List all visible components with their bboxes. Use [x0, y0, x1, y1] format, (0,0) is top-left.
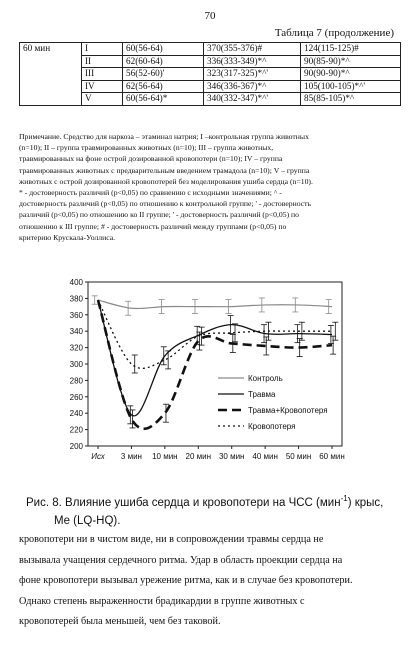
- x-tick-label: 40 мин: [252, 452, 278, 461]
- table-caption: Таблица 7 (продолжение): [274, 27, 394, 39]
- legend-label: Травма: [248, 390, 276, 399]
- table-cell: 124(115-125)#: [301, 43, 401, 56]
- note-line: травмированных животных с предварительным введением трамадола (n=10); V – группа: [19, 165, 310, 175]
- x-tick-label: 20 мин: [185, 452, 212, 461]
- x-tick-label: 10 мин: [152, 452, 178, 461]
- legend-label: Травма+Кровопотеря: [248, 406, 328, 415]
- table-cell: 105(100-105)*^': [301, 80, 401, 93]
- x-tick-label: 30 мин: [218, 452, 245, 461]
- group-cell: IV: [82, 80, 123, 93]
- legend-label: Кровопотеря: [248, 422, 296, 431]
- series-line: [98, 300, 332, 308]
- time-cell: 60 мин: [20, 43, 82, 106]
- table-cell: 56(52-60)': [123, 68, 204, 81]
- results-table: [19, 42, 401, 106]
- group-cell: I: [82, 43, 123, 56]
- x-tick-label: 3 мин: [120, 452, 142, 461]
- note-line: различий (p<0,05) по отношению ко II группе; ' - достоверность различий (p<0,05) по: [19, 210, 300, 220]
- figure-caption: [26, 490, 396, 530]
- x-tick-label: 50 мин: [285, 452, 312, 461]
- y-tick-label: 400: [69, 278, 83, 287]
- table-row: [20, 43, 401, 56]
- table-cell: 370(355-376)#: [204, 43, 301, 56]
- body-line: кровопотерей была меньшей, чем без таковой.: [19, 616, 221, 627]
- y-tick-label: 220: [69, 425, 83, 435]
- chart-svg: [20, 270, 400, 482]
- table-cell: 346(336-367)*^: [204, 80, 301, 93]
- group-cell: II: [82, 55, 123, 68]
- note-line: Примечание. Средство для наркоза – этаминал натрия; I –контрольная группа животных: [19, 132, 309, 141]
- page-number: 70: [204, 10, 216, 22]
- note-line: * - достоверность различий (p<0,05) по сравнению с исходными значениями; ^ -: [19, 188, 282, 198]
- legend-label: Контроль: [248, 374, 283, 383]
- body-line: фоне кровопотери вызывал урежение ритма, как и в случае без кровопотери.: [19, 575, 353, 586]
- table-note: [19, 131, 401, 243]
- figure-caption-line1: Рис. 8. Влияние ушиба сердца и кровопотери на ЧСС (мин: [26, 496, 341, 509]
- body-line: вызывала учащения сердечного ритма. Удар в область проекции сердца на: [19, 554, 343, 566]
- table-cell: 62(60-64): [123, 55, 204, 68]
- figure-caption-sup: -1: [340, 494, 348, 503]
- y-tick-label: 240: [69, 409, 83, 419]
- note-line: (n=10); II – группа травмированных животных (n=10); III – группа животных,: [19, 143, 274, 153]
- y-tick-label: 380: [69, 294, 83, 304]
- figure-caption-line1-end: ) крыс,: [347, 496, 384, 509]
- figure-caption-line2: Me (LQ-HQ).: [54, 514, 121, 527]
- note-line: критерию Крускала-Уоллиса.: [19, 232, 116, 242]
- group-cell: V: [82, 93, 123, 106]
- table-cell: 323(317-325)*^': [204, 68, 301, 81]
- table-cell: 340(332-347)*^': [204, 93, 301, 106]
- body-line: кровопотери ни в чистом виде, ни в сопровождении травмы сердца не: [19, 534, 324, 545]
- table-cell: 62(56-64): [123, 80, 204, 93]
- y-tick-label: 280: [69, 376, 83, 386]
- y-tick-label: 260: [69, 392, 83, 402]
- body-text: [19, 530, 401, 633]
- table-cell: 60(56-64)*: [123, 93, 204, 106]
- note-line: травмированных на фоне острой дозированной кровопотери (n=10); IV – группа: [19, 154, 283, 164]
- note-line: животных с острой дозированной кровопотерей без моделирования ушиба сердца (n=10).: [19, 176, 313, 186]
- table-cell: 90(90-90)*^: [301, 68, 401, 81]
- y-tick-label: 340: [69, 327, 83, 337]
- y-tick-label: 300: [69, 360, 83, 369]
- y-tick-label: 360: [69, 310, 83, 320]
- table-cell: 336(333-349)*^: [204, 55, 301, 68]
- series-line: [98, 300, 332, 416]
- y-tick-label: 200: [69, 442, 83, 451]
- x-tick-label: 60 мин: [319, 452, 345, 461]
- note-line: достоверность различий (p<0,05) по отношению к контрольной группе; ' - достоверность: [19, 199, 312, 209]
- y-tick-label: 320: [69, 343, 83, 353]
- table-cell: 90(85-90)*^: [301, 55, 401, 68]
- heart-rate-chart: [20, 270, 400, 482]
- group-cell: III: [82, 68, 123, 81]
- table-cell: 60(56-64): [123, 43, 204, 56]
- x-tick-label: Исх: [91, 452, 105, 461]
- table-cell: 85(85-105)*^: [301, 93, 401, 106]
- note-line: отношению к III группе; # - достоверность различий между группами (p<0,05) по: [19, 221, 287, 231]
- body-line: Однако степень выраженности брадикардии в группе животных с: [19, 595, 305, 607]
